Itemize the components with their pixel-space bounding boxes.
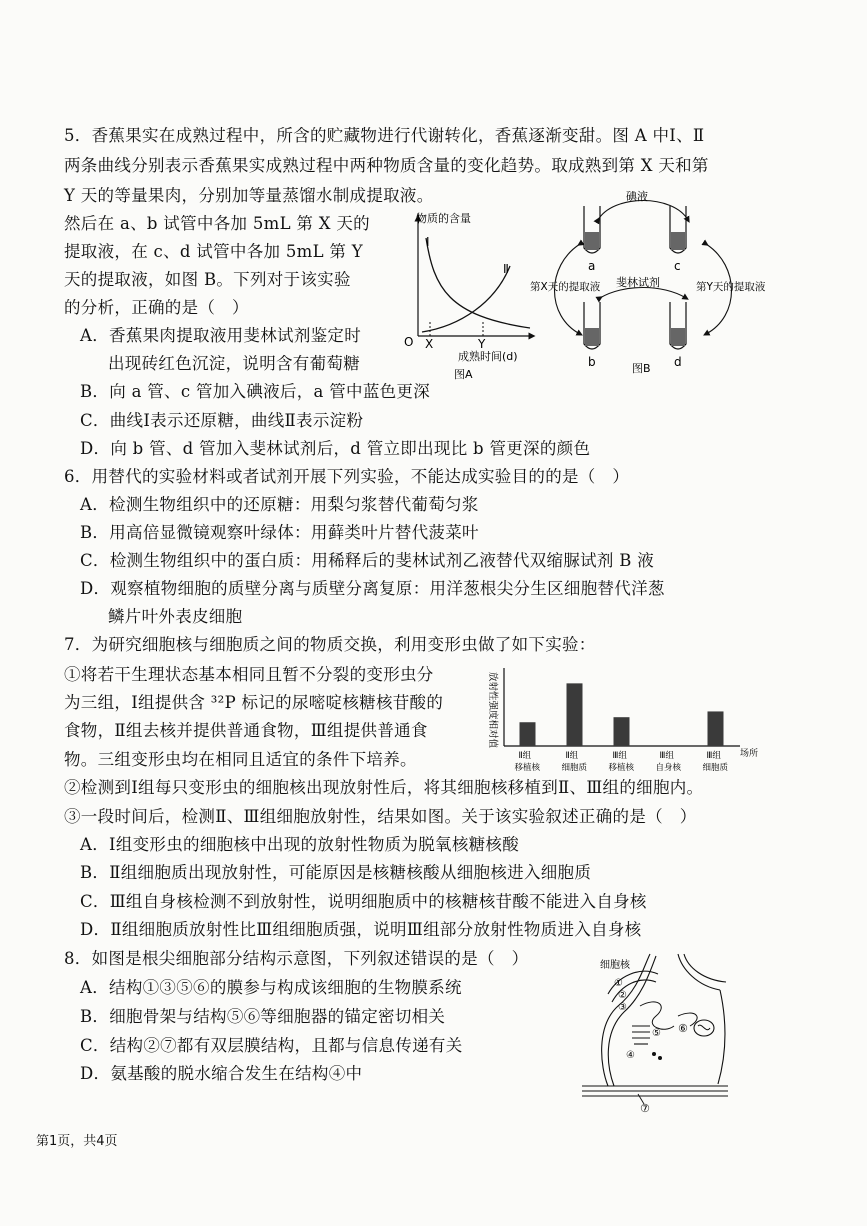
tube-c-label: c <box>674 259 681 273</box>
label-5: ⑤ <box>652 1028 661 1039</box>
bar-2 <box>567 683 583 746</box>
bar-label-bottom-3: 移植核 <box>608 763 635 773</box>
q6-stem: 6．用替代的实验材料或者试剂开展下列实验，不能达成实验目的的是（ ） <box>64 467 630 486</box>
q7-stem: 7．为研究细胞核与细胞质之间的物质交换，利用变形虫做了如下实验： <box>64 635 596 654</box>
q5-line-6: 天的提取液，如图 B。下列对于该实验 <box>64 270 351 289</box>
fig-a-curve-i-label: Ⅰ <box>426 235 430 249</box>
q5-line-4: 然后在 a、b 试管中各加 5mL 第 X 天的 <box>64 214 370 233</box>
tube-c <box>670 206 686 253</box>
q8-option-c[interactable]: C．结构②⑦都有双层膜结构，且都与信息传递有关 <box>80 1036 463 1055</box>
q5-option-a[interactable]: A．香蕉果肉提取液用斐林试剂鉴定时 <box>80 326 362 345</box>
q5-option-b[interactable]: B．向 a 管、c 管加入碘液后，a 管中蓝色更深 <box>80 382 431 401</box>
label-3: ③ <box>618 1002 627 1013</box>
q7-step1-line-3: 食物，Ⅱ组去核并提供普通食物，Ⅲ组提供普通食 <box>64 721 428 740</box>
nucleus-label: 细胞核 <box>600 960 630 971</box>
label-6: ⑥ <box>678 1022 688 1035</box>
figure-a <box>400 208 540 383</box>
q5-option-d[interactable]: D．向 b 管、d 管加入斐林试剂后，d 管立即出现比 b 管更深的颜色 <box>80 439 591 458</box>
q8-option-a[interactable]: A．结构①③⑤⑥的膜参与构成该细胞的生物膜系统 <box>80 978 462 997</box>
q7-step2: ②检测到Ⅰ组每只变形虫的细胞核出现放射性后，将其细胞核移植到Ⅱ、Ⅲ组的细胞内。 <box>64 778 704 797</box>
fig-a-ylabel: 物质的含量 <box>416 212 471 225</box>
q7-bar-chart <box>478 664 768 776</box>
label-7: ⑦ <box>640 1102 650 1115</box>
q7-option-b[interactable]: B．Ⅱ组细胞质出现放射性，可能原因是核糖核酸从细胞核进入细胞质 <box>80 863 592 882</box>
fig-b-caption: 图B <box>632 362 651 375</box>
q8-option-b[interactable]: B．细胞骨架与结构⑤⑥等细胞器的锚定密切相关 <box>80 1007 446 1026</box>
label-4: ④ <box>626 1050 635 1061</box>
tube-d <box>670 302 686 349</box>
q5-line-2: 两条曲线分别表示香蕉果实成熟过程中两种物质含量的变化趋势。取成熟到第 X 天和第 <box>64 156 709 175</box>
golgi <box>632 1026 650 1044</box>
label-1: ① <box>614 978 623 989</box>
cell-wall <box>582 954 728 1096</box>
q7-option-c[interactable]: C．Ⅲ组自身核检测不到放射性，说明细胞质中的核糖核苷酸不能进入自身核 <box>80 892 647 911</box>
fig-a-curve-ii-label: Ⅱ <box>503 262 509 276</box>
q5-line-1: 5．香蕉果实在成熟过程中，所含的贮藏物进行代谢转化，香蕉逐渐变甜。图 A 中Ⅰ、Ⅱ <box>64 126 705 145</box>
day-y-label: 第Y天的提取液 <box>696 281 766 293</box>
cell-structure-figure <box>578 946 738 1128</box>
fig-a-x-tick: X <box>425 337 434 351</box>
q7-chart-xlabel: 场所 <box>740 749 759 759</box>
tube-b <box>584 302 600 349</box>
q6-option-c[interactable]: C．检测生物组织中的蛋白质：用稀释后的斐林试剂乙液替代双缩脲试剂 B 液 <box>80 551 655 570</box>
q5-option-a-cont: 出现砖红色沉淀，说明含有葡萄糖 <box>108 354 360 373</box>
bar-label-top-5: Ⅲ组 <box>706 751 721 761</box>
q6-option-d[interactable]: D．观察植物细胞的质壁分离与质壁分离复原：用洋葱根尖分生区细胞替代洋葱 <box>80 579 665 598</box>
q6-option-a[interactable]: A．检测生物组织中的还原糖：用梨匀浆替代葡萄匀浆 <box>80 495 479 514</box>
label-2: ② <box>618 990 627 1001</box>
q7-step1-line-2: 为三组，Ⅰ组提供含 ³²P 标记的尿嘧啶核糖核苷酸的 <box>64 693 444 712</box>
q5-line-7: 的分析，正确的是（ ） <box>64 298 249 317</box>
q6-option-b[interactable]: B．用高倍显微镜观察叶绿体：用藓类叶片替代菠菜叶 <box>80 523 479 542</box>
q7-step3: ③一段时间后，检测Ⅱ、Ⅲ组细胞放射性，结果如图。关于该实验叙述正确的是（ ） <box>64 807 697 826</box>
curve-i <box>426 238 530 328</box>
iodine-label: 碘液 <box>626 190 648 203</box>
fig-a-origin: O <box>404 335 414 349</box>
fig-a-caption: 图A <box>454 368 473 381</box>
q7-chart-ylabel: 放射性强度相对值 <box>487 672 498 749</box>
bar-label-top-2: Ⅱ组 <box>565 751 579 761</box>
q5-line-5: 提取液，在 c、d 试管中各加 5mL 第 Y <box>64 242 363 261</box>
tube-b-label: b <box>588 355 596 369</box>
q7-step1-line-4: 物。三组变形虫均在相同且适宜的条件下培养。 <box>64 750 417 769</box>
bar-label-top-1: Ⅱ组 <box>518 751 532 761</box>
bar-5 <box>708 711 724 746</box>
bar-label-top-3: Ⅲ组 <box>612 751 627 761</box>
q7-option-d[interactable]: D．Ⅱ组细胞质放射性比Ⅲ组细胞质强，说明Ⅲ组部分放射性物质进入自身核 <box>80 920 642 939</box>
bar-label-bottom-5: 细胞质 <box>702 763 729 773</box>
page-footer: 第1页，共4页 <box>36 1134 118 1149</box>
fehling-label: 斐林试剂 <box>616 276 660 289</box>
q5-option-c[interactable]: C．曲线Ⅰ表示还原糖，曲线Ⅱ表示淀粉 <box>80 411 364 430</box>
fig-a-xlabel: 成熟时间(d) <box>458 350 518 363</box>
bar-label-bottom-4: 自身核 <box>655 763 682 773</box>
tube-a <box>584 206 600 253</box>
tube-d-label: d <box>674 355 682 369</box>
tube-a-label: a <box>588 259 596 273</box>
figure-b <box>528 186 766 381</box>
bar-3 <box>614 717 630 746</box>
q5-line-3: Y 天的等量果肉，分别加等量蒸馏水制成提取液。 <box>64 186 434 205</box>
q7-step1-line-1: ①将若干生理状态基本相同且暂不分裂的变形虫分 <box>64 665 434 684</box>
q7-option-a[interactable]: A．Ⅰ组变形虫的细胞核中出现的放射性物质为脱氧核糖核酸 <box>80 835 520 854</box>
fig-a-y-tick: Y <box>478 337 486 351</box>
bar-label-top-4: Ⅲ组 <box>659 751 674 761</box>
q8-stem: 8．如图是根尖细胞部分结构示意图，下列叙述错误的是（ ） <box>64 949 529 968</box>
day-x-label: 第X天的提取液 <box>530 281 601 293</box>
bar-label-bottom-2: 细胞质 <box>561 763 588 773</box>
bar-label-bottom-1: 移植核 <box>514 763 541 773</box>
bar-1 <box>520 722 536 746</box>
q6-option-d-cont: 鳞片叶外表皮细胞 <box>108 607 243 626</box>
q8-option-d[interactable]: D．氨基酸的脱水缩合发生在结构④中 <box>80 1064 363 1083</box>
endoplasmic-reticulum <box>640 1002 697 1029</box>
